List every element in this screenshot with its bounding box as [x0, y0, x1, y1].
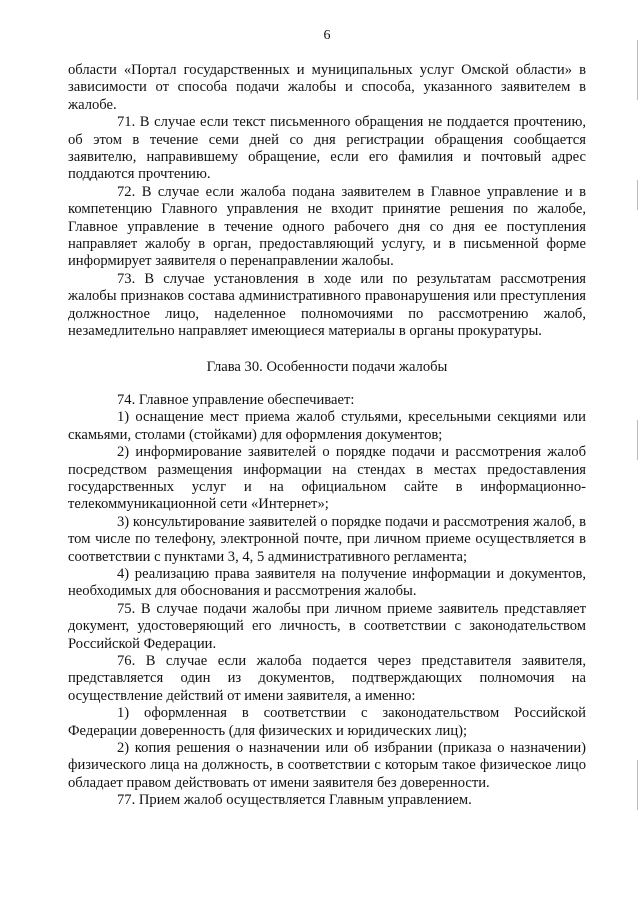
- paragraph-76-item-2: 2) копия решения о назначении или об избрании (приказа о назначении) физического лица на должность, в соответствии с которым такое физическое лицо обладает правом действовать от имени заявителя без доверенности.: [68, 740, 586, 791]
- scan-edge-mark: [637, 180, 638, 210]
- scan-edge-mark: [637, 420, 638, 460]
- scan-edge-mark: [637, 760, 638, 810]
- paragraph-73: 73. В случае установления в ходе или по результатам рассмотрения жалобы признаков состава административного правонарушения или преступления должностное лицо, наделенное полномочиями по рассмотрению жалоб, незамедлительно направляет имеющиеся материалы в органы прокуратуры.: [68, 270, 586, 340]
- paragraph-74-item-4: 4) реализацию права заявителя на получение информации и документов, необходимых для обоснования и рассмотрения жалобы.: [68, 565, 586, 600]
- paragraph-74-item-1: 1) оснащение мест приема жалоб стульями, кресельными секциями или скамьями, столами (стойками) для оформления документов;: [68, 409, 586, 443]
- paragraph-74-item-2: 2) информирование заявителей о порядке подачи и рассмотрения жалоб посредством размещения информации на стендах в местах предоставления государственных услуг и на официальном сайте в информационно-телекоммуникационной сети «Интернет»;: [68, 444, 586, 513]
- chapter-title: Глава 30. Особенности подачи жалобы: [206, 358, 448, 375]
- scan-edge-mark: [637, 40, 638, 100]
- paragraph-72: 72. В случае если жалоба подана заявителем в Главное управление и в компетенцию Главного управления не входит принятие решения по жалобе, Главное управление в течение одного рабочего дня со дня ее поступления направляет жалобу в орган, предоставляющий услугу, и в письменной форме информирует заявителя о перенаправлении жалобы.: [68, 183, 586, 270]
- page-number: 6: [323, 28, 331, 43]
- paragraph-76-item-1: 1) оформленная в соответствии с законодательством Российской Федерации доверенность (для физических и юридических лиц);: [68, 705, 586, 739]
- paragraph-77: 77. Прием жалоб осуществляется Главным управлением.: [117, 792, 472, 809]
- paragraph-74: 74. Главное управление обеспечивает:: [117, 391, 355, 408]
- paragraph-continuation: области «Портал государственных и муниципальных услуг Омской области» в зависимости от способа подачи жалобы и способа, указанного заявителем в жалобе.: [68, 62, 586, 113]
- paragraph-76: 76. В случае если жалоба подается через представителя заявителя, представляется один из документов, подтверждающих полномочия на осуществление действий от имени заявителя, а именно:: [68, 653, 586, 704]
- paragraph-75: 75. В случае подачи жалобы при личном приеме заявитель представляет документ, удостоверяющий его личность, в соответствии с законодательством Российской Федерации.: [68, 600, 586, 652]
- paragraph-74-item-3: 3) консультирование заявителей о порядке подачи и рассмотрения жалоб, в том числе по телефону, электронной почте, при личном приеме осуществляется в соответствии с пунктами 3, 4, 5 административного регламента;: [68, 513, 586, 565]
- paragraph-71: 71. В случае если текст письменного обращения не поддается прочтению, об этом в течение семи дней со дня регистрации обращения сообщается заявителю, направившему обращение, если его фамилия и почтовый адрес поддаются прочтению.: [68, 114, 586, 183]
